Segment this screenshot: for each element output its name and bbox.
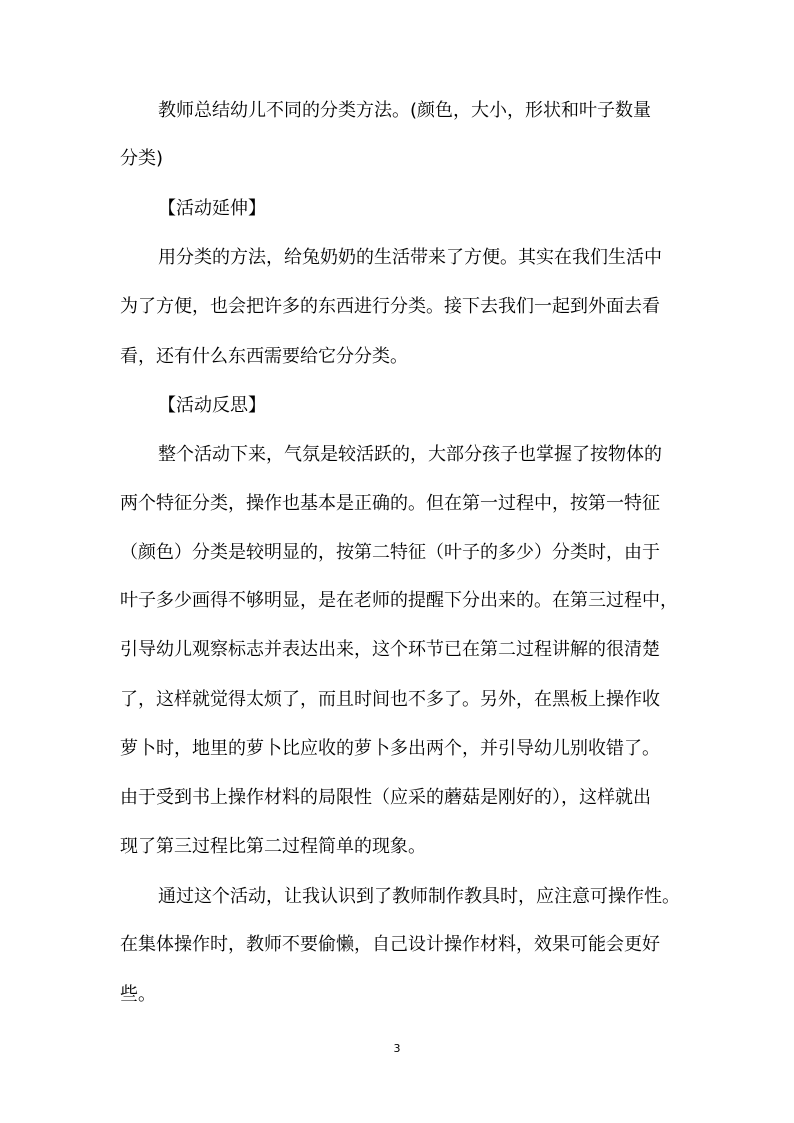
paragraph-extension-line-3: 看，还有什么东西需要给它分分类。 <box>120 346 408 367</box>
paragraph-extension-line-1: 用分类的方法，给兔奶奶的生活带来了方便。其实在我们生活中 <box>158 247 662 268</box>
paragraph-conclusion-line-1: 通过这个活动，让我认识到了教师制作教具时，应注意可操作性。 <box>158 886 680 907</box>
paragraph-reflection-line-3: （颜色）分类是较明显的，按第二特征（叶子的多少）分类时，由于 <box>120 542 660 563</box>
paragraph-reflection-line-1: 整个活动下来，气氛是较活跃的，大部分孩子也掌握了按物体的 <box>158 444 662 465</box>
section-heading-reflection: 【活动反思】 <box>158 395 266 416</box>
paragraph-reflection-line-9: 现了第三过程比第二过程简单的现象。 <box>120 836 426 857</box>
paragraph-summary-line-1: 教师总结幼儿不同的分类方法。(颜色，大小，形状和叶子数量 <box>158 100 652 121</box>
paragraph-reflection-line-6: 了，这样就觉得太烦了，而且时间也不多了。另外，在黑板上操作收 <box>120 689 660 710</box>
paragraph-reflection-line-4: 叶子多少画得不够明显，是在老师的提醒下分出来的。在第三过程中， <box>120 590 678 611</box>
paragraph-reflection-line-5: 引导幼儿观察标志并表达出来，这个环节已在第二过程讲解的很清楚 <box>120 639 660 660</box>
paragraph-extension-line-2: 为了方便，也会把许多的东西进行分类。接下去我们一起到外面去看 <box>120 296 660 317</box>
section-heading-extension: 【活动延伸】 <box>158 198 266 219</box>
paragraph-reflection-line-7: 萝卜时，地里的萝卜比应收的萝卜多出两个，并引导幼儿别收错了。 <box>120 738 660 759</box>
page-number: 3 <box>393 1042 401 1055</box>
paragraph-summary-line-2: 分类) <box>120 148 164 169</box>
paragraph-reflection-line-8: 由于受到书上操作材料的局限性（应采的蘑菇是刚好的），这样就出 <box>120 787 651 808</box>
paragraph-conclusion-line-3: 些。 <box>120 984 156 1005</box>
paragraph-reflection-line-2: 两个特征分类，操作也基本是正确的。但在第一过程中，按第一特征 <box>120 493 660 514</box>
paragraph-conclusion-line-2: 在集体操作时，教师不要偷懒，自己设计操作材料，效果可能会更好 <box>120 934 660 955</box>
